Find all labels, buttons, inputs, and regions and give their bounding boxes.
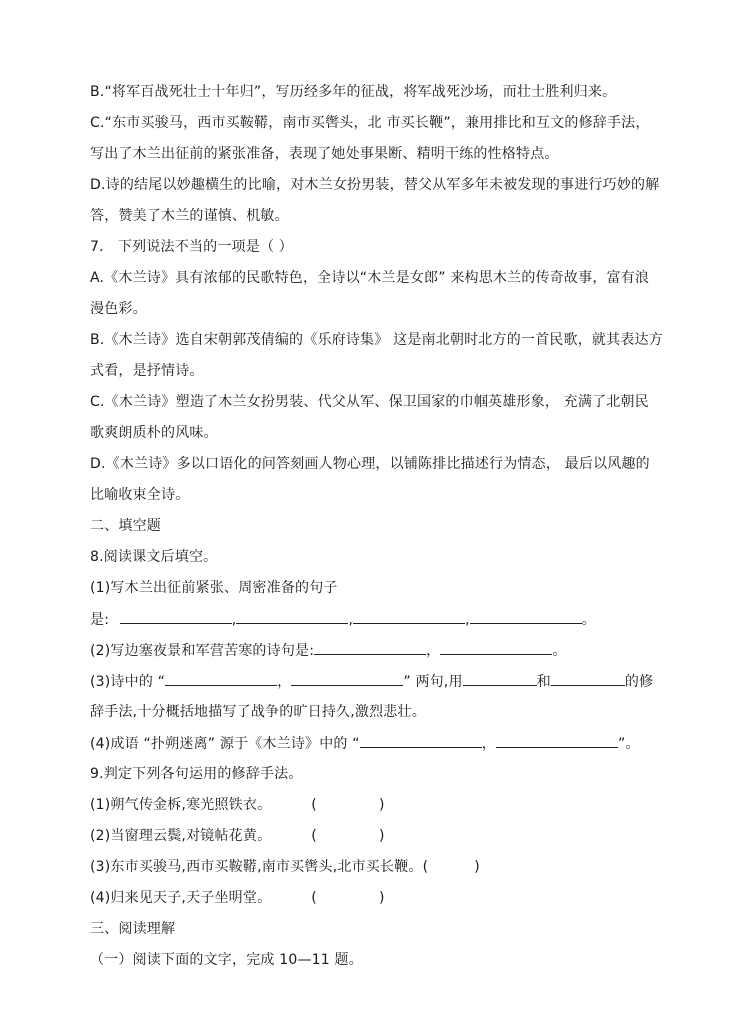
- reading-part-1-instruction: （一）阅读下面的文字，完成 10—11 题。: [90, 952, 363, 968]
- separator: 。: [552, 643, 567, 659]
- q8-part-3-prompt: (3)诗中的 “: [90, 674, 166, 690]
- answer-paren-open: (: [311, 890, 317, 906]
- answer-paren-close: ): [378, 828, 385, 844]
- q7-option-d-line-2: 比喻收束全诗。: [90, 487, 190, 503]
- option-c-line-1: C.“东市买骏马，西市买鞍鞯，南市买辔头，北 市买长鞭”，兼用排比和互文的修辞手法，: [90, 115, 650, 131]
- question-9: 9.判定下列各句运用的修辞手法。: [90, 766, 303, 782]
- answer-prefix: 是:: [90, 612, 110, 628]
- answer-blank-1[interactable]: [120, 609, 232, 624]
- q7-option-c-line-2: 歌爽朗质朴的风味。: [90, 425, 218, 441]
- answer-blank-4[interactable]: [470, 609, 582, 624]
- q9-item-2: [90, 826, 385, 846]
- q9-item-2-text: (2)当窗理云鬓,对镜帖花黄。: [90, 828, 272, 844]
- q9-item-1: [90, 795, 385, 815]
- answer-blank-11[interactable]: [360, 733, 482, 748]
- q7-option-b-line-1: B.《木兰诗》选自宋朝郭茂倩编的《乐府诗集》 这是南北朝时北方的一首民歌，就其表达方: [90, 332, 663, 348]
- answer-blank-9[interactable]: [463, 671, 537, 686]
- q8-part-2-prompt: (2)写边塞夜景和军营苦寒的诗句是:: [90, 643, 315, 659]
- q8-part-3-and: 和: [536, 674, 551, 690]
- answer-blank-10[interactable]: [551, 671, 625, 686]
- q9-item-4-text: (4)归来见天子,天子坐明堂。: [90, 890, 272, 906]
- q9-item-1-text: (1)朔气传金柝,寒光照铁衣。: [90, 797, 272, 813]
- q8-part-4: [90, 733, 640, 754]
- answer-paren-close: ): [474, 859, 480, 875]
- q8-part-4-prompt: (4)成语 “扑朔迷离” 源于《木兰诗》中的 “: [90, 736, 360, 752]
- q8-part-4-end: ”。: [617, 736, 640, 752]
- option-d-line-1: D.诗的结尾以妙趣横生的比喻，对木兰女扮男装，替父从军多年未被发现的事进行巧妙的解: [90, 177, 660, 193]
- q7-option-a-line-2: 漫色彩。: [90, 301, 147, 317]
- option-b-line: B.“将军百战死壮士十年归”，写历经多年的征战，将军战死沙场，而壮士胜利归来。: [90, 84, 617, 100]
- separator: ，: [481, 736, 496, 752]
- separator: 。: [581, 612, 596, 628]
- section-heading-reading: 三、阅读理解: [90, 921, 176, 937]
- answer-paren-close: ): [378, 797, 385, 813]
- q9-item-3: [90, 857, 480, 877]
- separator: ，: [277, 674, 292, 690]
- q8-part-1: (1)写木兰出征前紧张、周密准备的句子: [90, 580, 338, 596]
- option-d-line-2: 答，赞美了木兰的谨慎、机敏。: [90, 208, 289, 224]
- question-8: 8.阅读课文后填空。: [90, 549, 218, 565]
- q9-item-3-text: (3)东市买骏马,西市买鞍鞯,南市买辔头,北市买长鞭。: [90, 859, 423, 875]
- q8-part-1-answers: [90, 609, 596, 630]
- q8-part-3-end: 的修: [624, 674, 654, 690]
- answer-paren-open: (: [422, 859, 429, 875]
- question-7: 7． 下列说法不当的一项是（ ）: [90, 239, 294, 255]
- answer-blank-2[interactable]: [236, 609, 348, 624]
- q8-part-3-line-1: [90, 671, 653, 692]
- answer-blank-7[interactable]: [165, 671, 277, 686]
- answer-paren-close: ): [378, 890, 385, 906]
- q7-option-d-line-1: D.《木兰诗》多以口语化的问答刻画人物心理，以铺陈排比描述行为情态， 最后以风趣的: [90, 456, 650, 472]
- answer-blank-8[interactable]: [291, 671, 403, 686]
- answer-paren-open: (: [311, 828, 317, 844]
- q8-part-3-line-2: 辞手法,十分概括地描写了战争的旷日持久,激烈悲壮。: [90, 704, 426, 720]
- separator: ,: [465, 612, 470, 628]
- q8-part-2: [90, 640, 567, 661]
- answer-paren-open: (: [311, 797, 317, 813]
- separator: ，: [426, 643, 441, 659]
- separator: ,: [348, 612, 354, 628]
- separator: ,: [231, 612, 237, 628]
- answer-blank-6[interactable]: [440, 640, 552, 655]
- option-c-line-2: 写出了木兰出征前的紧张准备，表现了她处事果断、精明干练的性格特点。: [90, 146, 559, 162]
- answer-blank-5[interactable]: [314, 640, 426, 655]
- q8-part-3-mid: ” 两句,用: [403, 674, 463, 690]
- answer-blank-12[interactable]: [496, 733, 618, 748]
- q7-option-c-line-1: C.《木兰诗》塑造了木兰女扮男装、代父从军、保卫国家的巾帼英雄形象， 充满了北朝民: [90, 394, 649, 410]
- q7-option-b-line-2: 式看，是抒情诗。: [90, 363, 204, 379]
- q7-option-a-line-1: A.《木兰诗》具有浓郁的民歌特色，全诗以“木兰是女郎” 来构思木兰的传奇故事，富有浪: [90, 270, 650, 286]
- answer-blank-3[interactable]: [353, 609, 465, 624]
- q9-item-4: [90, 888, 385, 908]
- section-heading-fill-in: 二、填空题: [90, 518, 161, 534]
